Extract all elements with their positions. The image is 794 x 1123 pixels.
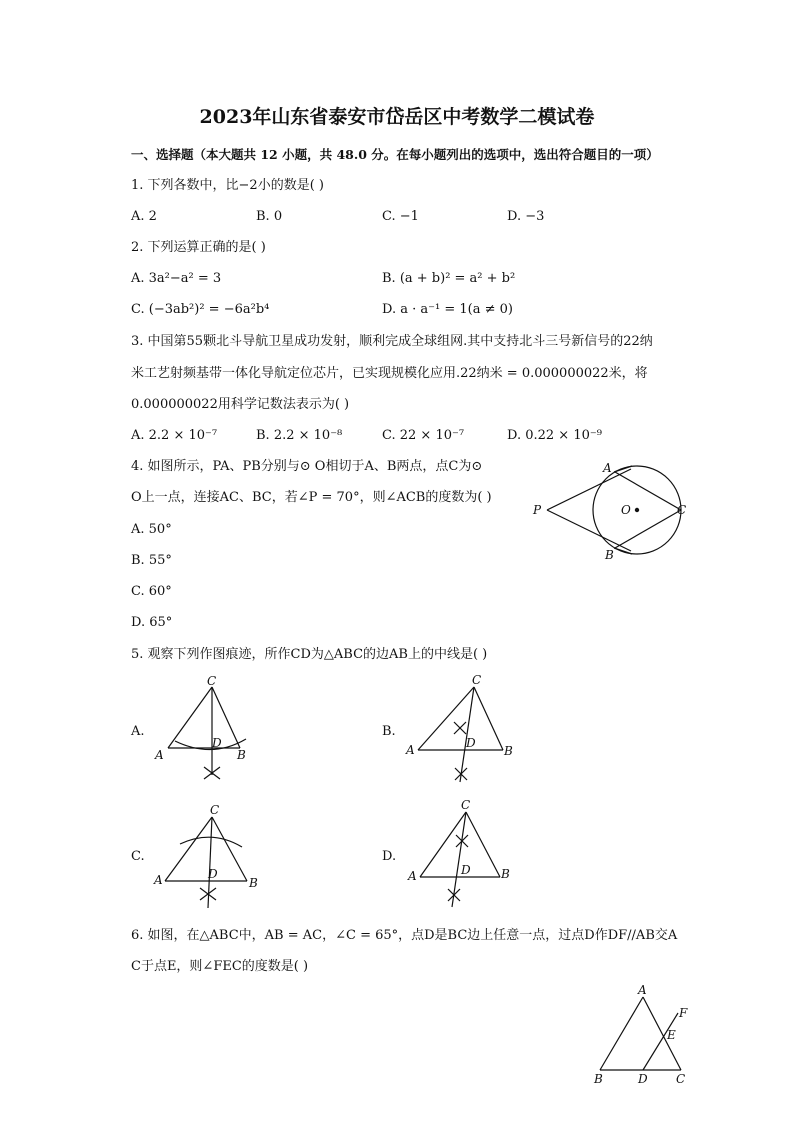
label-c: C (676, 1072, 686, 1086)
label-b: B (594, 1072, 603, 1086)
q5-option-c: C. (131, 849, 145, 864)
label-c: C (207, 674, 217, 688)
q4-option-b: B. 55° (131, 553, 172, 568)
q5-figure-d (400, 797, 520, 912)
label-a: A (155, 748, 164, 762)
q5-figure-a (150, 675, 250, 780)
label-c: C (677, 503, 687, 517)
section-heading: 一、选择题（本大题共 12 小题，共 48.0 分。在每小题列出的选项中，选出符合题目的一项） (131, 147, 659, 162)
q3-line-3: 0.000000022用科学记数法表示为( ) (131, 397, 350, 412)
label-a: A (638, 983, 647, 997)
q4-line-1: 4. 如图所示，PA、PB分别与⊙ O相切于A、B两点，点C为⊙ (131, 459, 483, 474)
q1-stem: 1. 下列各数中，比−2小的数是( ) (131, 178, 324, 193)
q4-option-c: C. 60° (131, 584, 172, 599)
q2-option-b: B. (a + b)² = a² + b² (382, 271, 516, 286)
q5-figure-b (400, 672, 520, 787)
label-c: C (461, 798, 471, 812)
q6-line-2: C于点E，则∠FEC的度数是( ) (131, 959, 309, 974)
center-point-o (635, 508, 639, 512)
q3-line-2: 米工艺射频基带一体化导航定位芯片，已实现规模化应用.22纳米 = 0.000000022米，将 (131, 366, 648, 381)
paper-title: 2023年山东省泰安市岱岳区中考数学二模试卷 (199, 106, 595, 128)
label-a: A (154, 873, 163, 887)
q4-line-2: O上一点，连接AC、BC，若∠P = 70°，则∠ACB的度数为( ) (131, 490, 492, 505)
tangent-pb-ext (614, 548, 632, 554)
side-ab (600, 997, 643, 1070)
q6-line-1: 6. 如图，在△ABC中，AB = AC，∠C = 65°，点D是BC边上任意一点，过点D作DF//AB交A (131, 928, 678, 943)
q2-option-a: A. 3a²−a² = 3 (131, 271, 222, 286)
label-b: B (605, 548, 614, 562)
label-b: B (504, 744, 513, 758)
label-b: B (237, 748, 246, 762)
label-c: C (472, 673, 482, 687)
q1-option-c: C. −1 (382, 209, 419, 224)
q3-option-d: D. 0.22 × 10⁻⁹ (507, 428, 602, 443)
label-b: B (501, 867, 510, 881)
q3-line-1: 3. 中国第55颗北斗导航卫星成功发射，顺利完成全球组网.其中支持北斗三号新信号的22纳 (131, 334, 653, 349)
label-f: F (679, 1006, 688, 1020)
side-ca (168, 687, 212, 748)
label-p: P (533, 503, 542, 517)
tangent-pa-ext (614, 466, 632, 472)
label-e: E (667, 1028, 676, 1042)
label-o: O (621, 503, 631, 517)
q4-tangent-circle-figure (525, 455, 695, 570)
q3-option-b: B. 2.2 × 10⁻⁸ (256, 428, 343, 443)
label-d: D (466, 736, 476, 750)
q2-stem: 2. 下列运算正确的是( ) (131, 240, 266, 255)
q1-option-b: B. 0 (256, 209, 283, 224)
q6-triangle-figure (588, 983, 698, 1088)
q5-stem: 5. 观察下列作图痕迹，所作CD为△ABC的边AB上的中线是( ) (131, 647, 488, 662)
q3-option-a: A. 2.2 × 10⁻⁷ (131, 428, 218, 443)
label-a: A (408, 869, 417, 883)
q3-option-c: C. 22 × 10⁻⁷ (382, 428, 465, 443)
q5-figure-c (150, 802, 265, 912)
side-cb (466, 812, 500, 877)
label-a: A (406, 743, 415, 757)
q1-option-d: D. −3 (507, 209, 545, 224)
label-d: D (212, 736, 222, 750)
q5-option-d: D. (382, 849, 397, 864)
label-b: B (249, 876, 258, 890)
q5-option-b: B. (382, 724, 396, 739)
q4-option-d: D. 65° (131, 615, 173, 630)
side-ca (165, 817, 212, 881)
label-d: D (638, 1072, 648, 1086)
q5-option-a: A. (131, 724, 145, 739)
label-c: C (210, 803, 220, 817)
label-d: D (208, 867, 218, 881)
tangent-pa (547, 469, 631, 510)
side-cb (474, 687, 503, 750)
label-d: D (461, 863, 471, 877)
tangent-pb (547, 510, 631, 551)
q4-option-a: A. 50° (131, 522, 172, 537)
label-a: A (603, 461, 612, 475)
q2-option-c: C. (−3ab²)² = −6a²b⁴ (131, 302, 270, 317)
q1-option-a: A. 2 (131, 209, 157, 224)
q2-option-d: D. a · a⁻¹ = 1(a ≠ 0) (382, 302, 513, 317)
line-cd (452, 812, 466, 907)
